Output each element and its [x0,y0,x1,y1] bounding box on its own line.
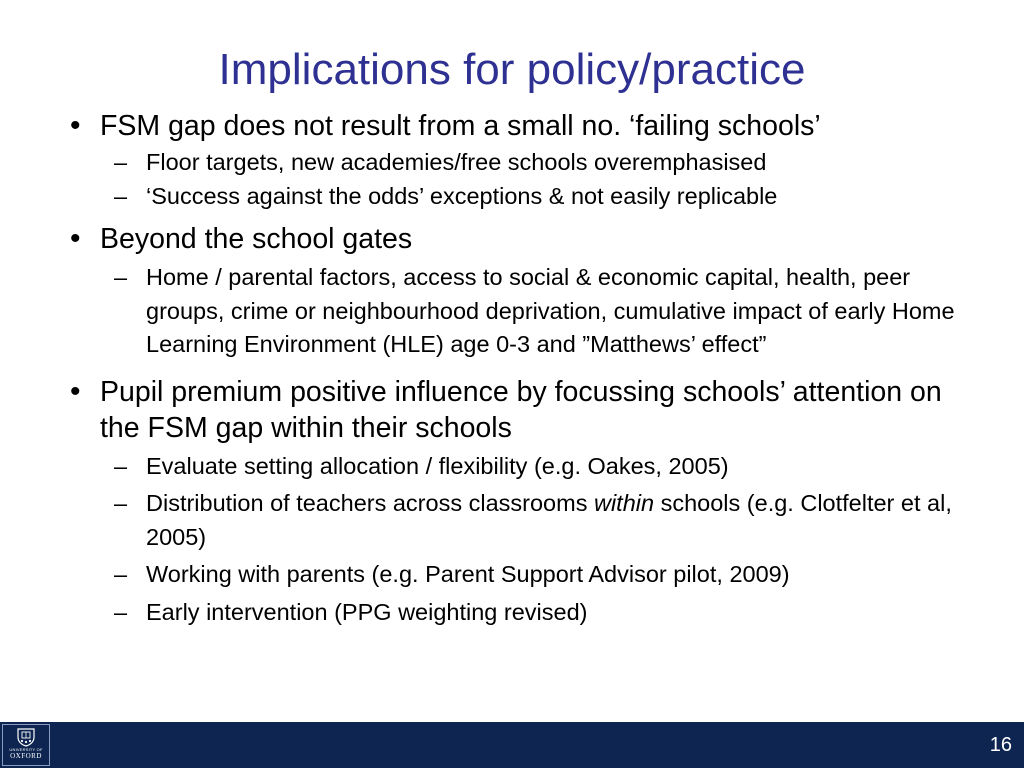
bullet-marker: • [70,222,81,255]
dash-marker: – [114,561,128,587]
sub-bullet-item [70,558,970,592]
sub-bullet-text: ‘Success against the odds’ exceptions & not easily replicable [146,182,778,209]
university-logo [2,724,50,766]
sub-bullet-item [70,596,970,630]
sub-bullet-text: Home / parental factors, access to social & economic capital, health, peer groups, crime or neighbourhood deprivation, cumulative impact of early Home Learning Environment (HLE) age 0-3 and ”Matthews’ effect” [146,264,955,357]
sub-bullet-text: Floor targets, new academies/free schools overemphasised [146,149,767,175]
dash-marker: – [114,490,128,516]
sub-bullet-text-start: Distribution of teachers across classrooms [146,490,594,516]
logo-text-top: UNIVERSITY OF [9,747,43,752]
sub-bullet-text [146,490,952,550]
footer-band [0,722,1024,768]
slide-title: Implications for policy/practice [218,45,806,94]
bullet-marker: • [70,374,81,408]
page-number: 16 [989,734,1012,756]
bullet-text: FSM gap does not result from a small no. ‘failing schools’ [100,110,821,142]
sub-bullet-text: Evaluate setting allocation / flexibility (e.g. Oakes, 2005) [146,452,729,479]
bullet-marker: • [70,109,81,142]
emphasis-within: within [593,490,655,516]
sub-bullet-item [70,261,970,362]
bullet-text: Pupil premium positive influence by focussing schools’ attention on the FSM gap within their schools [100,375,942,444]
sub-bullet-item [70,146,970,180]
slide-body [70,108,970,629]
dash-marker: – [114,149,128,175]
dash-marker: – [114,182,128,209]
bullet-item [70,108,970,144]
bullet-item [70,374,970,446]
oxford-crest-icon [16,727,36,747]
sub-bullet-item [70,487,970,554]
logo-text-bottom: OXFORD [10,752,42,760]
bullet-item [70,221,970,257]
sub-bullet-item [70,180,970,214]
bullet-text: Beyond the school gates [100,223,413,255]
sub-bullet-text: Working with parents (e.g. Parent Support Advisor pilot, 2009) [146,561,790,587]
dash-marker: – [114,264,128,290]
sub-bullet-text-end: schools (e.g. Clotfelter et al, 2005) [146,490,952,550]
dash-marker: – [114,598,128,625]
sub-bullet-item [70,450,970,484]
dash-marker: – [114,452,128,479]
sub-bullet-text: Early intervention (PPG weighting revised) [146,598,588,625]
